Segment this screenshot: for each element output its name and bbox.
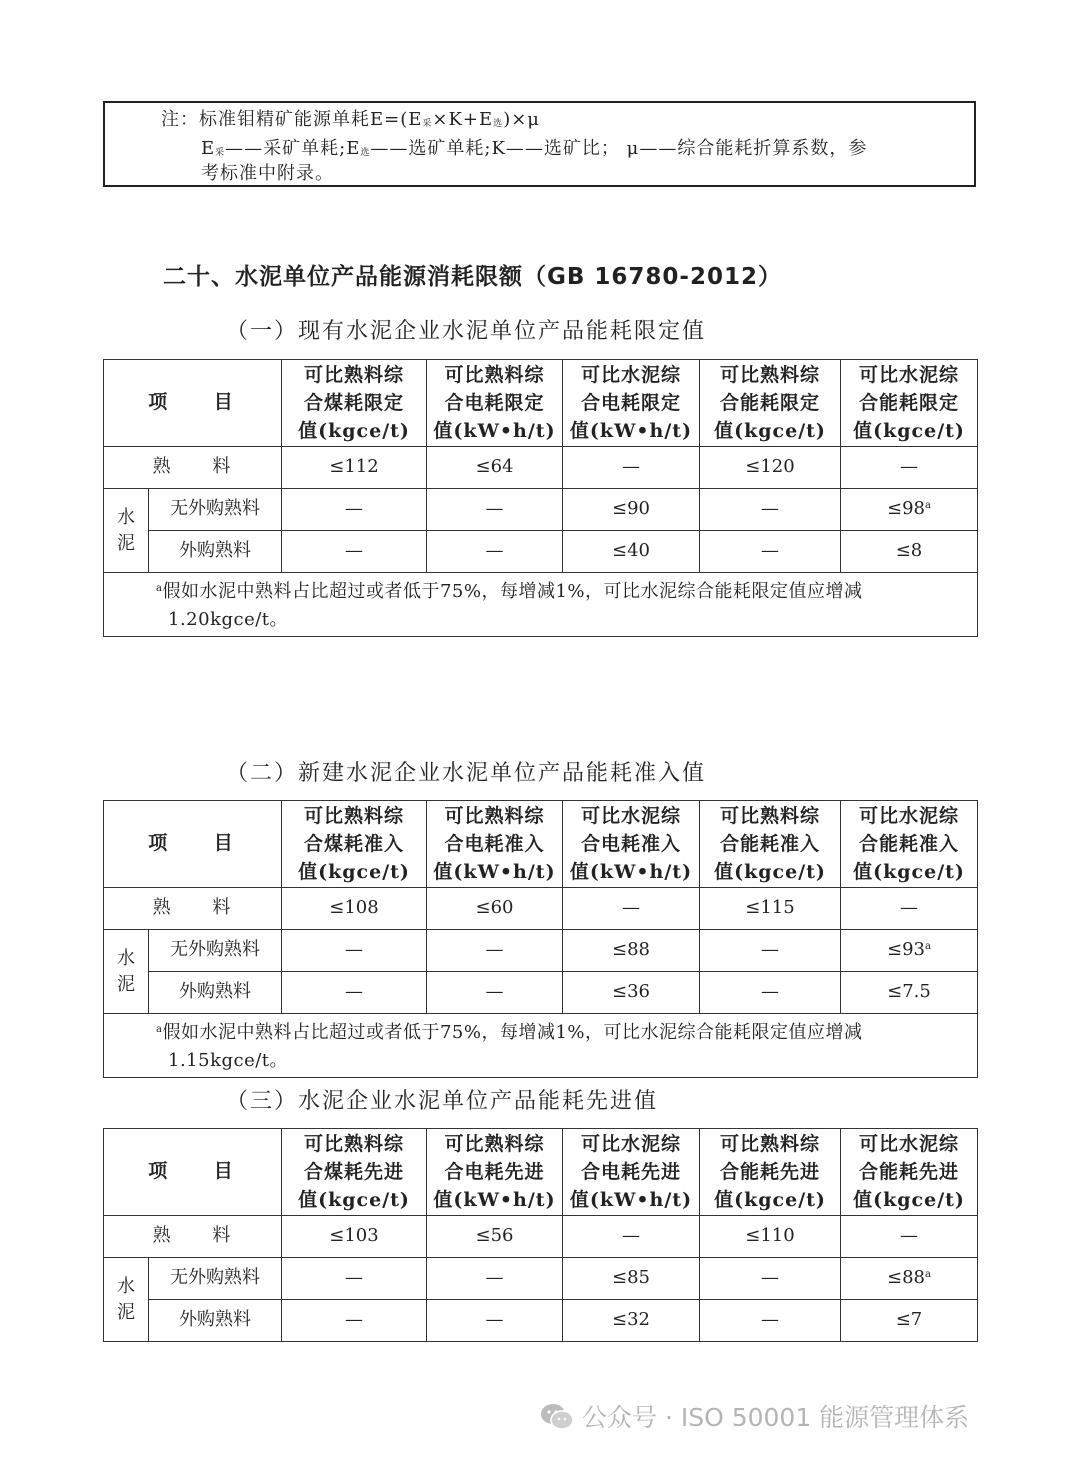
table-row [104, 447, 978, 489]
table-cell: $\le 98^a$ [841, 489, 978, 531]
table-cell: — [841, 1216, 978, 1258]
header-cell: 可比熟料综 合煤耗限定 值(kgce/t) [282, 360, 427, 447]
header-row [104, 801, 978, 888]
header-cell: 可比熟料综 合电耗准入 值(kW•h/t) [427, 801, 563, 888]
row-label-purchased: 外购熟料 [149, 972, 282, 1014]
table-new-entry-values [103, 800, 978, 1078]
table-row [104, 1258, 978, 1300]
table-cell: — [700, 1258, 841, 1300]
section-title: 二十、水泥单位产品能源消耗限额（GB 16780-2012） [163, 264, 782, 290]
table-cell: — [700, 489, 841, 531]
table-cell: ≤88 [563, 930, 700, 972]
header-cell: 可比水泥综 合电耗准入 值(kW•h/t) [563, 801, 700, 888]
table-cell: — [282, 1258, 427, 1300]
row-label-clinker: 熟 料 [104, 888, 282, 930]
table-3-title: （三）水泥企业水泥单位产品能耗先进值 [226, 1089, 659, 1114]
table-cell: ≤40 [563, 531, 700, 573]
header-cell: 可比熟料综 合能耗限定 值(kgce/t) [700, 360, 841, 447]
table-cell: ≤32 [563, 1300, 700, 1342]
header-cell: 可比熟料综 合电耗先进 值(kW•h/t) [427, 1129, 563, 1216]
table-cell: — [700, 972, 841, 1014]
table-row [104, 489, 978, 531]
table-row [104, 972, 978, 1014]
table-cell: — [841, 447, 978, 489]
header-cell: 可比熟料综 合电耗限定 值(kW•h/t) [427, 360, 563, 447]
header-row [104, 360, 978, 447]
table-advanced-values [103, 1128, 978, 1342]
table-cell: — [427, 930, 563, 972]
table-cell: ≤112 [282, 447, 427, 489]
watermark [540, 1398, 969, 1434]
table-cell: ≤64 [427, 447, 563, 489]
row-label-clinker: 熟 料 [104, 447, 282, 489]
item-header: 项 目 [104, 1129, 282, 1216]
table-cell: — [563, 888, 700, 930]
table-footnote: $^a$假如水泥中熟料占比超过或者低于75%，每增减1%，可比水泥综合能耗限定值应增减 1.15kgce/t。 [104, 1014, 978, 1078]
table-cell: ≤90 [563, 489, 700, 531]
table-cell: ≤60 [427, 888, 563, 930]
table-cell: — [282, 531, 427, 573]
row-label-purchased: 外购熟料 [149, 531, 282, 573]
footnote-row [104, 1014, 978, 1078]
table-cell: ≤120 [700, 447, 841, 489]
table-cell: $\le 88^a$ [841, 1258, 978, 1300]
header-cell: 可比熟料综 合煤耗先进 值(kgce/t) [282, 1129, 427, 1216]
table-cell: ≤115 [700, 888, 841, 930]
formula-note-box [103, 101, 976, 187]
table-cell: — [282, 489, 427, 531]
table-row [104, 1216, 978, 1258]
table-cell: — [427, 531, 563, 573]
row-label-no-purchased: 无外购熟料 [149, 930, 282, 972]
table-cell: ≤56 [427, 1216, 563, 1258]
table-cell: — [427, 489, 563, 531]
table-existing-limits [103, 359, 978, 637]
table-cell: — [700, 531, 841, 573]
table-cell: — [700, 1300, 841, 1342]
table-cell: — [427, 1300, 563, 1342]
note-line-1: 注：标准钼精矿能源单耗$E=(E_采\times K+E_选)\times\mu$ [161, 109, 540, 130]
header-row [104, 1129, 978, 1216]
row-label-no-purchased: 无外购熟料 [149, 1258, 282, 1300]
table-cell: — [282, 1300, 427, 1342]
table-row [104, 531, 978, 573]
table-cell: $\le 93^a$ [841, 930, 978, 972]
header-cell: 可比水泥综 合能耗准入 值(kgce/t) [841, 801, 978, 888]
item-header: 项 目 [104, 360, 282, 447]
table-cell: ≤7 [841, 1300, 978, 1342]
group-label-cement: 水 泥 [104, 930, 149, 1014]
table-cell: — [841, 888, 978, 930]
header-cell: 可比熟料综 合能耗先进 值(kgce/t) [700, 1129, 841, 1216]
table-cell: — [700, 930, 841, 972]
header-cell: 可比水泥综 合能耗限定 值(kgce/t) [841, 360, 978, 447]
table-2-title: （二）新建水泥企业水泥单位产品能耗准入值 [226, 761, 707, 786]
table-cell: ≤7.5 [841, 972, 978, 1014]
table-cell: ≤8 [841, 531, 978, 573]
table-cell: — [427, 972, 563, 1014]
header-cell: 可比水泥综 合电耗先进 值(kW•h/t) [563, 1129, 700, 1216]
table-cell: — [282, 930, 427, 972]
table-row [104, 1300, 978, 1342]
table-row [104, 930, 978, 972]
watermark-text: 公众号 · ISO 50001 能源管理体系 [582, 1403, 970, 1432]
header-cell: 可比水泥综 合能耗先进 值(kgce/t) [841, 1129, 978, 1216]
group-label-cement: 水 泥 [104, 489, 149, 573]
row-label-no-purchased: 无外购熟料 [149, 489, 282, 531]
table-footnote: $^a$假如水泥中熟料占比超过或者低于75%，每增减1%，可比水泥综合能耗限定值应增减 1.20kgce/t。 [104, 573, 978, 637]
header-cell: 可比熟料综 合煤耗准入 值(kgce/t) [282, 801, 427, 888]
header-cell: 可比熟料综 合能耗准入 值(kgce/t) [700, 801, 841, 888]
wechat-icon [540, 1402, 574, 1432]
note-line-2: $E_采——$采矿单耗$;E_选——$选矿单耗;K——选矿比； μ——综合能耗折算系数，参 [201, 138, 868, 159]
row-label-clinker: 熟 料 [104, 1216, 282, 1258]
note-line-3: 考标准中附录。 [201, 163, 334, 184]
table-cell: — [563, 1216, 700, 1258]
table-cell: — [563, 447, 700, 489]
table-cell: ≤36 [563, 972, 700, 1014]
table-cell: — [282, 972, 427, 1014]
header-cell: 可比水泥综 合电耗限定 值(kW•h/t) [563, 360, 700, 447]
table-cell: — [427, 1258, 563, 1300]
row-label-purchased: 外购熟料 [149, 1300, 282, 1342]
table-row [104, 888, 978, 930]
table-cell: ≤85 [563, 1258, 700, 1300]
group-label-cement: 水 泥 [104, 1258, 149, 1342]
table-cell: ≤108 [282, 888, 427, 930]
item-header: 项 目 [104, 801, 282, 888]
footnote-row [104, 573, 978, 637]
table-1-title: （一）现有水泥企业水泥单位产品能耗限定值 [226, 319, 707, 344]
table-cell: ≤103 [282, 1216, 427, 1258]
table-cell: ≤110 [700, 1216, 841, 1258]
